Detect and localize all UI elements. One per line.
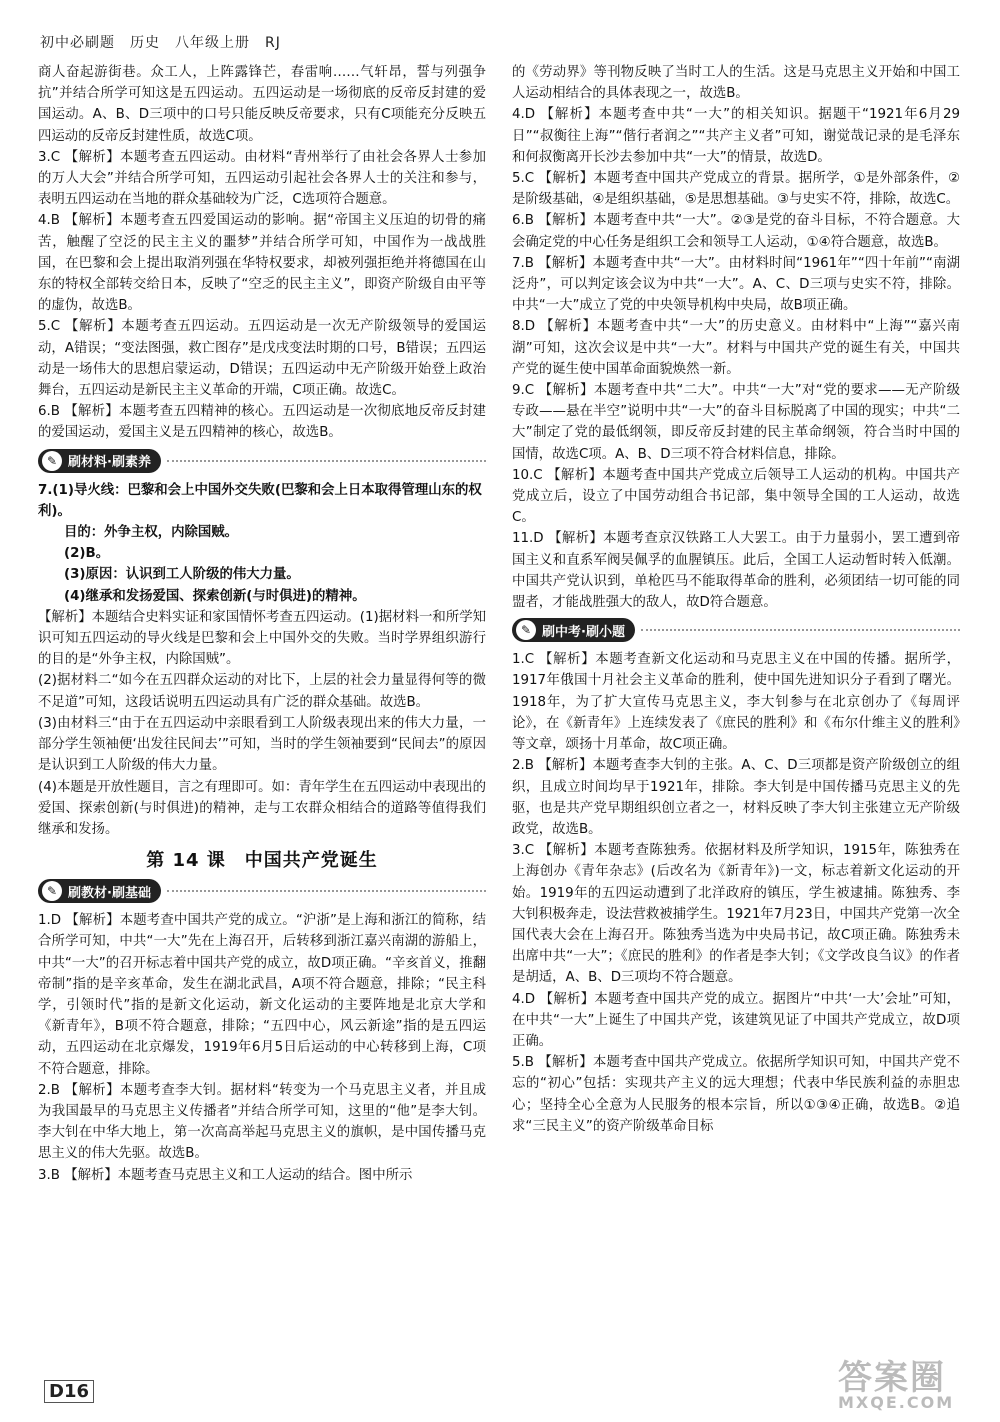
- watermark-logo: [838, 1350, 988, 1410]
- explanation-paragraph: 4.D 【解析】本题考查中国共产党的成立。据图片“中共‘一大’会址”可知，在中共“一大”上诞生了中国共产党，该建筑见证了中国共产党成立，故D项正确。: [512, 991, 960, 1049]
- left-column: [38, 62, 486, 1186]
- explanation-paragraph: 2.B 【解析】本题考查李大钊的主张。A、C、D三项都是资产阶级创立的组织，且成立时间均早于1921年，排除。李大钊是中国传播马克思主义的先驱，也是共产党早期组织创立者之一，材料反映了李大钊主张建立无产阶级政党，故选B。: [512, 758, 960, 837]
- explanation-paragraph: 1.D 【解析】本题考查中国共产党的成立。“沪浙”是上海和浙江的简称，结合所学可知，中共“一大”先在上海召开，后转移到浙江嘉兴南湖的游船上，中共“一大”的召开标志着中国共产党的成立，故D项正确。“辛亥首义，推翻帝制”指的是辛亥革命，发生在湖北武昌，A项不符合题意，排除；“民主科学，引领时代”指的是新文化运动，新文化运动的主要阵地是北京大学和《新青年》，B项不符合题意，排除；“五四中心，风云新途”指的是五四运动，五四运动在北京爆发，1919年6月5日后运动的中心转移到上海，C项不符合题意，排除。: [38, 913, 486, 1077]
- section-banner: [38, 878, 486, 904]
- explanation-paragraph: (3)由材料三“由于在五四运动中亲眼看到工人阶级表现出来的伟大力量，一部分学生领袖便‘出发往民间去’”可知，当时的学生领袖要到“民间去”的原因是认识到工人阶级的伟大力量。: [38, 715, 486, 774]
- banner-label: 刷教材·刷基础: [68, 885, 151, 901]
- explanation-paragraph: 6.B 【解析】本题考查中共“一大”。②③是党的奋斗目标，不符合题意。大会确定党的中心任务是组织工会和领导工人运动，①④符合题意，故选B。: [512, 213, 960, 250]
- explanation-paragraph: 5.C 【解析】本题考查中国共产党成立的背景。据所学，①是外部条件，②是阶级基础，④是组织基础，⑤是思想基础。③与史实不符，排除，故选C。: [512, 171, 960, 208]
- book-icon: ✎: [42, 881, 62, 901]
- explanation-paragraph: 7.B 【解析】本题考查中共“一大”。由材料时间“1961年”“四十年前”“南湖泛舟”，可以判定该会议为中共“一大”。A、C、D三项与史实不符，排除。中共“一大”成立了党的中央领导机构中央局，故B项正确。: [512, 255, 960, 314]
- section-banner: [512, 617, 960, 643]
- answer-line: 7.(1)导火线：巴黎和会上中国外交失败(巴黎和会上日本取得管理山东的权利)。: [38, 482, 482, 519]
- banner-label: 刷中考·刷小题: [542, 624, 625, 640]
- answer-line: (3)原因：认识到工人阶级的伟大力量。: [64, 567, 300, 583]
- watermark-line1: 答案圈: [838, 1358, 946, 1398]
- explanation-paragraph: 6.B 【解析】本题考查五四精神的核心。五四运动是一次彻底地反帝反封建的爱国运动，爱国主义是五四精神的核心，故选B。: [38, 404, 486, 441]
- right-column: [512, 62, 960, 1137]
- book-icon: ✎: [42, 451, 62, 471]
- banner-dotted-rule: [167, 460, 486, 462]
- watermark-line2: MXQE.COM: [838, 1393, 955, 1412]
- banner-pill: [512, 618, 635, 642]
- answer-line: (4)继承和发扬爱国、探索创新(与时俱进)的精神。: [64, 588, 366, 604]
- explanation-paragraph: 商人奋起游街巷。众工人，上阵露锋芒，春雷响……气轩昂，誓与列强争抗”并结合所学可知这是五四运动。五四运动是一场彻底的反帝反封建的爱国运动。A、B、D三项中的口号只能反映反帝要求，只有C项能充分反映五四运动的反帝反封建性质，故选C项。: [38, 65, 486, 144]
- explanation-paragraph: (4)本题是开放性题目，言之有理即可。如：青年学生在五四运动中表现出的爱国、探索创新(与时俱进)的精神，走与工农群众相结合的道路等值得我们继承和发扬。: [38, 779, 486, 837]
- explanation-paragraph: 11.D 【解析】本题考查京汉铁路工人大罢工。由于力量弱小，罢工遭到帝国主义和直系军阀吴佩孚的血腥镇压。此后，全国工人运动暂时转入低潮。中国共产党认识到，单枪匹马不能取得革命的胜利，必须团结一切可能的同盟者，才能战胜强大的敌人，故D符合题意。: [512, 531, 960, 611]
- banner-label: 刷材料·刷素养: [68, 455, 151, 471]
- running-header: 初中必刷题 历史 八年级上册 RJ: [40, 35, 281, 51]
- explanation-paragraph: 3.C 【解析】本题考查陈独秀。依据材料及所学知识，1915年，陈独秀在上海创办《青年杂志》(后改名为《新青年》)一文，标志着新文化运动的开始。1919年的五四运动遭到了北洋政府的镇压，学生被逮捕。陈独秀、李大钊积极奔走，设法营救被捕学生。1921年7月23日，中国共产党第一次全国代表大会在上海召开。陈独秀当选为中央局书记，故C项正确。陈独秀未出席中共“一大”；《庶民的胜利》的作者是李大钊；《文学改良刍议》的作者是胡适，A、B、D三项均不符合题意。: [512, 843, 960, 986]
- explanation-paragraph: 8.D 【解析】本题考查中共“一大”的历史意义。由材料中“上海”“嘉兴南湖”可知，这次会议是中共“一大”。材料与中国共产党的诞生有关，中国共产党的诞生使中国革命面貌焕然一新。: [512, 319, 960, 377]
- banner-dotted-rule: [641, 629, 960, 631]
- explanation-paragraph: 5.B 【解析】本题考查中国共产党成立。依据所学知识可知，中国共产党不忘的“初心”包括：实现共产主义的远大理想；代表中华民族利益的赤胆忠心；坚持全心全意为人民服务的根本宗旨，所以①③④正确，故选B。②追求“三民主义”的资产阶级革命目标: [512, 1055, 960, 1134]
- section-banner: [38, 448, 486, 474]
- explanation-paragraph: 3.C 【解析】本题考查五四运动。由材料“青州举行了由社会各界人士参加的万人大会”并结合所学可知，五四运动引起社会各界人士的关注和参与，表明五四运动在当地的群众基础较为广泛，C选项符合题意。: [38, 149, 486, 208]
- book-icon: ✎: [516, 620, 536, 640]
- explanation-paragraph: 的《劳动界》等刊物反映了当时工人的生活。这是马克思主义开始和中国工人运动相结合的具体表现之一，故选B。: [512, 65, 960, 102]
- explanation-paragraph: 10.C 【解析】本题考查中国共产党成立后领导工人运动的机构。中国共产党成立后，设立了中国劳动组合书记部，集中领导全国的工人运动，故选C。: [512, 467, 960, 526]
- lesson-title: 第 14 课 中国共产党诞生: [146, 850, 378, 872]
- explanation-paragraph: 【解析】本题结合史料实证和家国情怀考查五四运动。(1)据材料一和所学知识可知五四运动的导火线是巴黎和会上中国外交的失败。当时学界组织游行的目的是“外争主权，内除国贼”。: [38, 609, 486, 668]
- explanation-paragraph: 1.C 【解析】本题考查新文化运动和马克思主义在中国的传播。据所学，1917年俄国十月社会主义革命的胜利，使中国先进知识分子看到了曙光。1918年，为了扩大宣传马克思主义，李大钊参与在北京创办了《每周评论》，在《新青年》上连续发表了《庶民的胜利》和《布尔什维主义的胜利》等文章，颂扬十月革命，故C项正确。: [512, 652, 960, 753]
- banner-pill: [38, 449, 161, 473]
- banner-dotted-rule: [167, 890, 486, 892]
- banner-pill: [38, 879, 161, 903]
- explanation-paragraph: 5.C 【解析】本题考查五四运动。五四运动是一次无产阶级领导的爱国运动，A错误；“变法图强，救亡图存”是戊戌变法时期的口号，B错误；五四运动是一场伟大的思想启蒙运动，D错误；五四运动中无产阶级开始登上政治舞台，五四运动是新民主主义革命的开端，C项正确。故选C。: [38, 319, 486, 399]
- explanation-paragraph: 4.B 【解析】本题考查五四爱国运动的影响。据“帝国主义压迫的切骨的痛苦，触醒了空泛的民主主义的噩梦”并结合所学可知，中国作为一战战胜国，在巴黎和会上提出取消列强在华特权要求，却被列强拒绝并将德国在山东的特权全部转交给日本，反映了“空乏的民主主义”，即资产阶级自由平等的虚伪，故选B。: [38, 213, 486, 314]
- answer-line: (2)B。: [64, 546, 110, 562]
- page-number: D16: [44, 1380, 94, 1403]
- explanation-paragraph: (2)据材料二“如今在五四群众运动的对比下，上层的社会力量显得何等的微不足道”可知，这段话说明五四运动具有广泛的群众基础。故选B。: [38, 673, 486, 710]
- explanation-paragraph: 3.B 【解析】本题考查马克思主义和工人运动的结合。图中所示: [38, 1167, 413, 1183]
- explanation-paragraph: 9.C 【解析】本题考查中共“二大”。中共“一大”对“党的要求——无产阶级专政——悬在半空”说明中共“一大”的奋斗目标脱离了中国的现实；中共“二大”制定了党的最低纲领，即反帝反封建的民主革命纲领，符合当时中国的国情，故选C项。A、B、D三项不符合材料信息，排除。: [512, 383, 960, 462]
- answer-line: 目的：外争主权，内除国贼。: [64, 525, 239, 541]
- explanation-paragraph: 4.D 【解析】本题考查中共“一大”的相关知识。据题干“1921年6月29日”“叔衡往上海”“偕行者润之”“共产主义者”可知，谢觉哉记录的是毛泽东和何叔衡离开长沙去参加中共“一大”的情景，故选D。: [512, 107, 960, 165]
- explanation-paragraph: 2.B 【解析】本题考查李大钊。据材料“转变为一个马克思主义者，并且成为我国最早的马克思主义传播者”并结合所学可知，这里的“他”是李大钊。李大钊在中华大地上，第一次高高举起马克思主义的旗帜，是中国传播马克思主义的伟大先驱。故选B。: [38, 1082, 486, 1162]
